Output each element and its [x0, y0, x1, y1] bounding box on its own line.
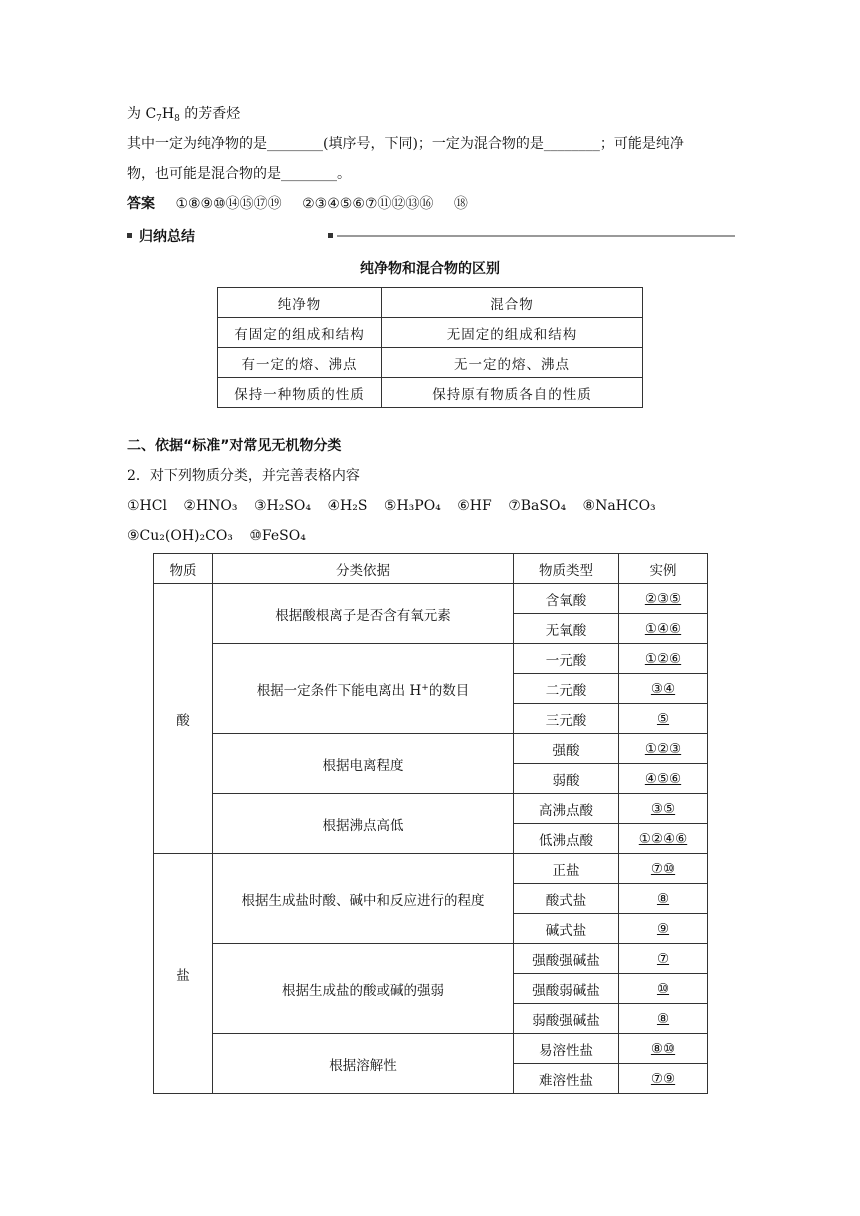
substance-type: 高沸点酸	[514, 794, 619, 824]
question-2: 2．对下列物质分类，并完善表格内容	[127, 468, 360, 484]
summary-title: 归纳总结	[139, 229, 195, 245]
classification-basis: 根据溶解性	[213, 1034, 514, 1094]
bullet-square-icon	[127, 233, 132, 238]
answer-mixture: ②③④⑤⑥⑦⑪⑫⑬⑯	[302, 196, 434, 212]
substance-type: 难溶性盐	[514, 1064, 619, 1094]
example: ⑧	[619, 1004, 708, 1034]
substance-type: 弱酸	[514, 764, 619, 794]
substance-list-line-1	[127, 496, 656, 516]
example: ①②③	[619, 734, 708, 764]
table-row	[154, 944, 708, 974]
table-header: 分类依据	[213, 554, 514, 584]
answer-pure: ①⑧⑨⑩⑭⑮⑰⑲	[175, 196, 282, 212]
table-header: 纯净物	[218, 288, 382, 318]
example: ⑧⑩	[619, 1034, 708, 1064]
classification-basis: 根据一定条件下能电离出 H+的数目	[213, 644, 514, 734]
table-row	[154, 854, 708, 884]
table-row	[154, 1034, 708, 1064]
classification-basis: 根据酸根离子是否含有氧元素	[213, 584, 514, 644]
substance-type: 碱式盐	[514, 914, 619, 944]
answer-line	[127, 194, 468, 214]
table-row	[154, 554, 708, 584]
substance: ④H₂S	[327, 498, 368, 514]
example: ①②⑥	[619, 644, 708, 674]
substance-type: 无氧酸	[514, 614, 619, 644]
substance-type: 二元酸	[514, 674, 619, 704]
substance-type: 弱酸强碱盐	[514, 1004, 619, 1034]
substance-type: 强酸弱碱盐	[514, 974, 619, 1004]
bullet-square-icon	[328, 233, 333, 238]
example: ④⑤⑥	[619, 764, 708, 794]
example: ③④	[619, 674, 708, 704]
classification-basis: 根据生成盐的酸或碱的强弱	[213, 944, 514, 1034]
summary-section-header	[127, 226, 735, 246]
substance-type: 一元酸	[514, 644, 619, 674]
table-cell: 无固定的组成和结构	[382, 318, 643, 348]
substance-type: 强酸	[514, 734, 619, 764]
example: ①②④⑥	[619, 824, 708, 854]
category-salt: 盐	[154, 854, 213, 1094]
substance: ③H₂SO₄	[253, 498, 312, 514]
table-row	[218, 318, 643, 348]
substance: ⑦BaSO₄	[508, 498, 567, 514]
substance: ⑤H₃PO₄	[383, 498, 441, 514]
table-row	[154, 644, 708, 674]
table-row	[154, 584, 708, 614]
example: ⑦⑩	[619, 854, 708, 884]
table1-title: 纯净物和混合物的区别	[360, 261, 500, 277]
table-cell: 无一定的熔、沸点	[382, 348, 643, 378]
table-cell: 保持一种物质的性质	[218, 378, 382, 408]
substance: ①HCl	[127, 498, 167, 514]
substance-type: 酸式盐	[514, 884, 619, 914]
example: ⑦⑨	[619, 1064, 708, 1094]
substance-type: 三元酸	[514, 704, 619, 734]
table-header: 物质	[154, 554, 213, 584]
substance: ⑨Cu₂(OH)₂CO₃	[127, 528, 233, 544]
category-acid: 酸	[154, 584, 213, 854]
table-row	[218, 348, 643, 378]
table-header: 物质类型	[514, 554, 619, 584]
table-cell: 有一定的熔、沸点	[218, 348, 382, 378]
intro-line-2: 其中一定为纯净物的是________(填序号，下同)；一定为混合物的是________；可能是纯净	[127, 136, 684, 152]
table-cell: 保持原有物质各自的性质	[382, 378, 643, 408]
table-row	[154, 794, 708, 824]
example: ②③⑤	[619, 584, 708, 614]
intro-line-1: 为 $C_7H_8$ 的芳香烃	[127, 106, 241, 124]
substance: ⑩FeSO₄	[249, 528, 306, 544]
table-row	[154, 734, 708, 764]
classification-basis: 根据电离程度	[213, 734, 514, 794]
substance: ②HNO₃	[183, 498, 238, 514]
substance-list-line-2	[127, 526, 306, 546]
answer-label: 答案	[127, 196, 155, 212]
substance: ⑧NaHCO₃	[582, 498, 656, 514]
substance-type: 易溶性盐	[514, 1034, 619, 1064]
classification-basis: 根据沸点高低	[213, 794, 514, 854]
table-row	[218, 288, 643, 318]
substance-type: 强酸强碱盐	[514, 944, 619, 974]
inorganic-classification-table	[153, 553, 708, 1094]
substance-type: 低沸点酸	[514, 824, 619, 854]
pure-vs-mixture-table	[217, 287, 643, 408]
example: ⑨	[619, 914, 708, 944]
section-2-heading: 二、依据“标准”对常见无机物分类	[127, 438, 342, 454]
intro-line-3: 物，也可能是混合物的是________。	[127, 166, 351, 182]
divider	[337, 235, 735, 237]
table-header: 混合物	[382, 288, 643, 318]
table-row	[218, 378, 643, 408]
table-header: 实例	[619, 554, 708, 584]
example: ⑩	[619, 974, 708, 1004]
table-cell: 有固定的组成和结构	[218, 318, 382, 348]
answer-either: ⑱	[453, 196, 468, 212]
classification-basis: 根据生成盐时酸、碱中和反应进行的程度	[213, 854, 514, 944]
example: ⑦	[619, 944, 708, 974]
substance: ⑥HF	[457, 498, 492, 514]
example: ⑧	[619, 884, 708, 914]
example: ③⑤	[619, 794, 708, 824]
substance-type: 正盐	[514, 854, 619, 884]
example: ①④⑥	[619, 614, 708, 644]
substance-type: 含氧酸	[514, 584, 619, 614]
example: ⑤	[619, 704, 708, 734]
